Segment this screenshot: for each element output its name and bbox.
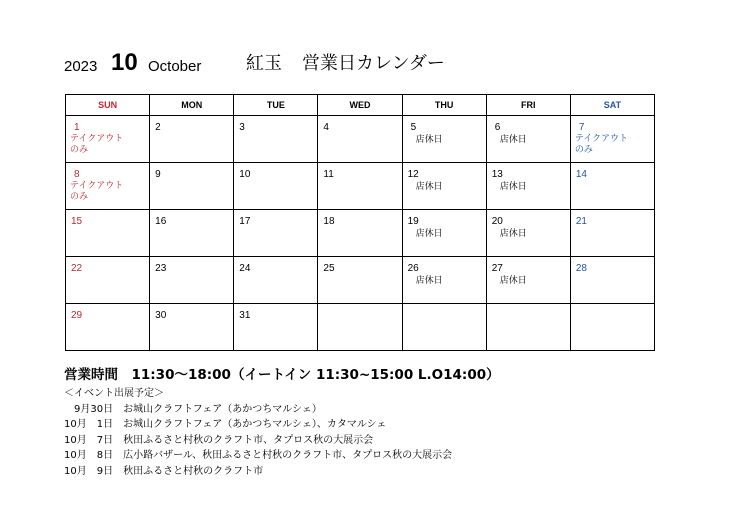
- day-cell: [402, 304, 486, 351]
- day-number: 30: [155, 310, 167, 321]
- day-number: 15: [71, 216, 83, 227]
- weekday-fri: FRI: [486, 95, 570, 116]
- day-cell: [150, 210, 234, 257]
- closed-day-note: 店休日: [499, 135, 527, 145]
- day-number: 7: [578, 122, 585, 133]
- day-number: 3: [239, 122, 245, 133]
- day-cell: [570, 304, 654, 351]
- day-cell: [402, 210, 486, 257]
- day-cell: [486, 210, 570, 257]
- takeout-only-note: テイクアウト のみ: [70, 181, 124, 202]
- day-cell: [570, 116, 654, 163]
- takeout-only-note: テイクアウト のみ: [574, 134, 629, 155]
- title-year: 2023: [64, 58, 98, 75]
- day-number: 9: [155, 169, 161, 180]
- weekday-thu: THU: [402, 95, 486, 116]
- day-number: 25: [323, 263, 335, 274]
- day-cell: [486, 116, 570, 163]
- day-cell: [66, 116, 150, 163]
- day-cell: [486, 304, 570, 351]
- takeout-only-note: テイクアウト のみ: [70, 134, 124, 155]
- event-item: 9月30日 お城山クラフトフェア（あかつちマルシェ）: [64, 403, 322, 415]
- closed-day-note: 店休日: [415, 182, 443, 192]
- weekday-sun: SUN: [66, 95, 150, 116]
- day-cell: [402, 116, 486, 163]
- calendar-body: [66, 116, 655, 351]
- day-cell: [66, 257, 150, 304]
- day-cell: [318, 210, 402, 257]
- day-cell: [402, 163, 486, 210]
- closed-day-note: 店休日: [415, 135, 443, 145]
- day-number: 2: [155, 122, 161, 133]
- day-number: 20: [491, 216, 503, 227]
- day-cell: [234, 304, 318, 351]
- day-cell: [570, 210, 654, 257]
- day-number: 27: [491, 263, 503, 274]
- day-number: 13: [491, 169, 503, 180]
- day-cell: [318, 163, 402, 210]
- week-row: [66, 116, 655, 163]
- weekday-tue: TUE: [234, 95, 318, 116]
- closed-day-note: 店休日: [415, 276, 443, 286]
- day-number: 22: [71, 263, 83, 274]
- title-shop-name: 紅玉: [246, 53, 282, 74]
- day-cell: [66, 210, 150, 257]
- events-heading: ＜イベント出展予定＞: [64, 388, 164, 399]
- day-number: 10: [239, 169, 251, 180]
- day-cell: [402, 257, 486, 304]
- day-cell: [234, 210, 318, 257]
- day-cell: [570, 163, 654, 210]
- day-cell: [150, 116, 234, 163]
- weekday-wed: WED: [318, 95, 402, 116]
- day-cell: [318, 304, 402, 351]
- day-cell: [486, 257, 570, 304]
- day-number: 21: [575, 216, 587, 227]
- day-cell: [486, 163, 570, 210]
- day-cell: [318, 116, 402, 163]
- day-cell: [150, 163, 234, 210]
- day-cell: [318, 257, 402, 304]
- closed-day-note: 店休日: [499, 182, 527, 192]
- day-cell: [570, 257, 654, 304]
- day-number: 8: [74, 169, 80, 180]
- day-number: 5: [410, 122, 417, 133]
- event-item: 10月 7日 秋田ふるさと村秋のクラフト市、タプロス秋の大展示会: [64, 434, 374, 446]
- weekday-sat: SAT: [570, 95, 654, 116]
- event-item: 10月 1日 お城山クラフトフェア（あかつちマルシェ）、カタマルシェ: [64, 419, 387, 430]
- day-number: 12: [407, 169, 419, 180]
- day-cell: [234, 257, 318, 304]
- weekday-header-row: [66, 95, 655, 116]
- day-number: 24: [239, 263, 251, 274]
- title-month: 10: [111, 49, 138, 76]
- day-number: 17: [239, 216, 251, 227]
- day-number: 16: [155, 216, 167, 227]
- day-number: 4: [323, 122, 329, 133]
- day-cell: [150, 257, 234, 304]
- day-number: 28: [575, 263, 587, 274]
- event-item: 10月 9日 秋田ふるさと村秋のクラフト市: [64, 465, 264, 477]
- day-number: 18: [323, 216, 335, 227]
- title-month-name: October: [148, 58, 202, 75]
- business-calendar-table: [65, 94, 655, 351]
- day-number: 29: [71, 310, 83, 321]
- day-number: 1: [74, 122, 80, 133]
- day-cell: [234, 116, 318, 163]
- week-row: [66, 210, 655, 257]
- closed-day-note: 店休日: [499, 276, 527, 286]
- weekday-mon: MON: [150, 95, 234, 116]
- day-cell: [66, 163, 150, 210]
- day-cell: [150, 304, 234, 351]
- day-cell: [234, 163, 318, 210]
- day-cell: [66, 304, 150, 351]
- day-number: 31: [239, 310, 251, 321]
- day-number: 14: [575, 169, 587, 180]
- events-list: [64, 386, 452, 479]
- week-row: [66, 304, 655, 351]
- week-row: [66, 257, 655, 304]
- day-number: 23: [155, 263, 167, 274]
- business-hours: 営業時間 11:30～18:00（イートイン 11:30~15:00 L.O14:00）: [64, 367, 500, 383]
- day-number: 19: [407, 216, 419, 227]
- event-item: 10月 8日 広小路バザール、秋田ふるさと村秋のクラフト市、タプロス秋の大展示会: [64, 450, 453, 461]
- closed-day-note: 店休日: [499, 229, 527, 239]
- day-number: 26: [407, 263, 419, 274]
- title-calendar-label: 営業日カレンダー: [302, 53, 445, 74]
- day-number: 6: [494, 122, 501, 133]
- day-number: 11: [323, 169, 334, 180]
- week-row: [66, 163, 655, 210]
- closed-day-note: 店休日: [415, 229, 443, 239]
